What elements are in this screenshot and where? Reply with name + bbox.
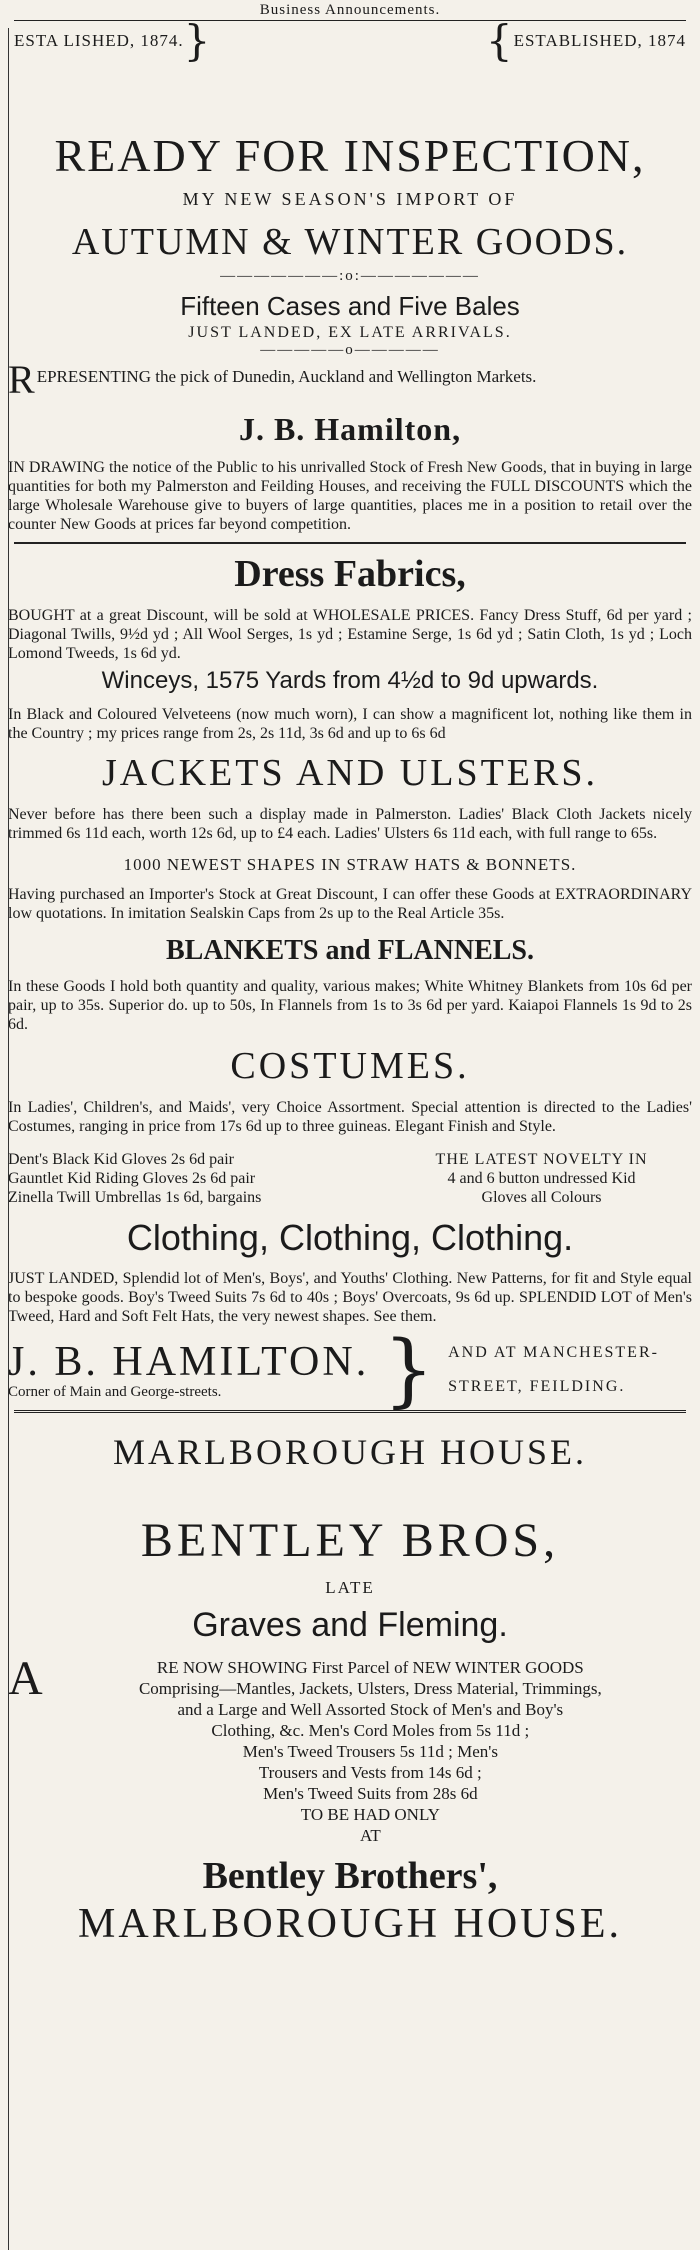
ornament-divider-2: —————o————— xyxy=(260,342,440,358)
brace-left: { xyxy=(485,16,514,65)
graves-fleming-title: Graves and Fleming. xyxy=(192,1606,508,1644)
marl-line-3: and a Large and Well Assorted Stock of Men's and Boy's xyxy=(177,1700,564,1719)
just-landed-line: JUST LANDED, EX LATE ARRIVALS. xyxy=(188,324,512,341)
blankets-title: BLANKETS and FLANNELS. xyxy=(165,935,534,966)
footer-name: J. B. HAMILTON. xyxy=(8,1338,370,1385)
late-label: LATE xyxy=(325,1578,375,1597)
headline-ready: READY FOR INSPECTION, xyxy=(54,130,646,181)
section-header: Business Announcements. xyxy=(259,2,441,18)
marlborough-house-footer: MARLBOROUGH HOUSE. xyxy=(77,1901,623,1947)
footer-left xyxy=(8,1340,369,1401)
hamilton-intro: IN DRAWING the notice of the Public to his unrivalled Stock of Fresh New Goods, that in buying in large quantities for both my Palmerston and Feilding Houses, and receiving the FULL DISCOUNTS which the large Wholesale Warehouse give to buyers of large quantities, places me in a position to retail over the counter New Goods at prices far beyond competition. xyxy=(8,459,692,533)
representing-text: EPRESENTING the pick of Dunedin, Auckland and Wellington Markets. xyxy=(36,367,537,386)
cases-line: Fifteen Cases and Five Bales xyxy=(180,291,520,321)
ornament-divider: ———————:o:——————— xyxy=(220,268,480,284)
brace-right: } xyxy=(183,16,212,65)
marlborough-body xyxy=(8,1652,692,1846)
marl-line-1: RE NOW SHOWING First Parcel of NEW WINTER GOODS xyxy=(156,1658,584,1677)
footer-corner: Corner of Main and George-streets. xyxy=(8,1383,222,1400)
novelty-line-1: 4 and 6 button undressed Kid xyxy=(447,1170,636,1187)
gloves-line-3: Zinella Twill Umbrellas 1s 6d, bargains xyxy=(8,1189,262,1206)
gloves-line-1: Dent's Black Kid Gloves 2s 6d pair xyxy=(8,1151,234,1168)
dropcap-r: R xyxy=(8,357,35,402)
novelty-line-2: Gloves all Colours xyxy=(481,1189,602,1206)
straw-hats-title: 1000 NEWEST SHAPES IN STRAW HATS & BONNETS. xyxy=(123,855,577,874)
straw-hats-body: Having purchased an Importer's Stock at Great Discount, I can offer these Goods at EXTRAORDINARY low quotations. In imitation Sealskin Caps from 2s up to the Real Article 35s. xyxy=(8,886,692,922)
marlborough-lines xyxy=(49,1657,692,1846)
representing-line xyxy=(8,357,692,402)
header-rule xyxy=(14,20,686,21)
marl-line-8: TO BE HAD ONLY xyxy=(300,1805,440,1824)
dress-fabrics-title: Dress Fabrics, xyxy=(234,553,466,595)
double-rule xyxy=(14,1410,686,1415)
dress-fabrics-body: BOUGHT at a great Discount, will be sold at WHOLESALE PRICES. Fancy Dress Stuff, 6d per yard ; Diagonal Twills, 9½d yd ; All Wool Serges, 1s yd ; Estamine Serge, 1s 6d yd ; Satin Cloth, 1s yd ; Loch Lomond Tweeds, 1s 6d yd. xyxy=(8,607,692,662)
marl-line-4: Clothing, &c. Men's Cord Moles from 5s 11d ; xyxy=(211,1721,530,1740)
column-border xyxy=(8,28,9,2250)
marl-line-2: Comprising—Mantles, Jackets, Ulsters, Dress Material, Trimmings, xyxy=(138,1679,602,1698)
marl-line-6: Trousers and Vests from 14s 6d ; xyxy=(258,1763,482,1782)
marl-line-5: Men's Tweed Trousers 5s 11d ; Men's xyxy=(242,1742,498,1761)
established-left xyxy=(14,16,212,65)
hamilton-name: J. B. Hamilton, xyxy=(238,411,462,447)
jackets-body: Never before has there been such a display made in Palmerston. Ladies' Black Cloth Jackets nicely trimmed 6s 11d each, worth 12s 6d, up to £4 each. Ladies' Ulsters 6s 11d each, with full range to 65s. xyxy=(8,806,692,842)
blankets-body: In these Goods I hold both quantity and quality, various makes; White Whitney Blankets from 10s 6d per pair, up to 35s. Superior do. up to 50s, In Flannels from 1s to 3s 6d per yard. Kaiapoi Flannels 1s 9d to 2s 6d. xyxy=(8,978,692,1033)
marl-line-9: AT xyxy=(359,1826,381,1845)
clothing-title: Clothing, Clothing, Clothing. xyxy=(126,1217,574,1258)
novelty-title: THE LATEST NOVELTY IN xyxy=(435,1151,648,1168)
headline-goods: AUTUMN & WINTER GOODS. xyxy=(71,221,629,263)
winceys-line: Winceys, 1575 Yards from 4½d to 9d upwards. xyxy=(101,667,599,694)
gloves-line-2: Gauntlet Kid Riding Gloves 2s 6d pair xyxy=(8,1170,256,1187)
footer-right xyxy=(448,1336,659,1404)
clothing-body: JUST LANDED, Splendid lot of Men's, Boys', and Youths' Clothing. New Patterns, for fit and Style equal to bespoke goods. Boy's Tweed Suits 7s 6d to 40s ; Boys' Overcoats, 9s 6d up. SPLENDID LOT of Men's Tweed, Hard and Soft Felt Hats, the very newest shapes. See them. xyxy=(8,1270,692,1325)
footer-brace: } xyxy=(383,1323,435,1416)
hamilton-footer xyxy=(8,1323,692,1416)
velveteens-body: In Black and Coloured Velveteens (now much worn), I can show a magnificent lot, nothing like them in the Country ; my prices range from 2s, 2s 11d, 3s 6d and up to 6s 6d xyxy=(8,706,692,742)
costumes-body: In Ladies', Children's, and Maids', very Choice Assortment. Special attention is directed to the Ladies' Costumes, ranging in price from 17s 6d up to three guineas. Elegant Finish and Style. xyxy=(8,1099,692,1135)
established-row xyxy=(14,16,686,65)
established-right xyxy=(485,16,686,65)
footer-street: STREET, FEILDING. xyxy=(448,1378,626,1395)
established-right-text: ESTABLISHED, 1874 xyxy=(513,31,686,50)
marlborough-house-title: MARLBOROUGH HOUSE. xyxy=(112,1432,588,1472)
bentley-brothers-title: Bentley Brothers', xyxy=(202,1855,498,1897)
gloves-list xyxy=(8,1150,364,1207)
footer-and-at: AND AT MANCHESTER- xyxy=(448,1344,659,1361)
jackets-title: JACKETS AND ULSTERS. xyxy=(102,752,598,794)
gloves-block xyxy=(8,1150,692,1207)
bentley-bros-title: BENTLEY BROS, xyxy=(140,1514,560,1567)
novelty-block xyxy=(391,1150,692,1207)
costumes-title: COSTUMES. xyxy=(230,1045,470,1087)
subhead-import: MY NEW SEASON'S IMPORT OF xyxy=(182,189,518,209)
dropcap-a: A xyxy=(8,1652,43,1705)
section-rule xyxy=(14,542,686,544)
marl-line-7: Men's Tweed Suits from 28s 6d xyxy=(263,1784,478,1803)
established-left-text: ESTA LISHED, 1874. xyxy=(14,31,184,50)
